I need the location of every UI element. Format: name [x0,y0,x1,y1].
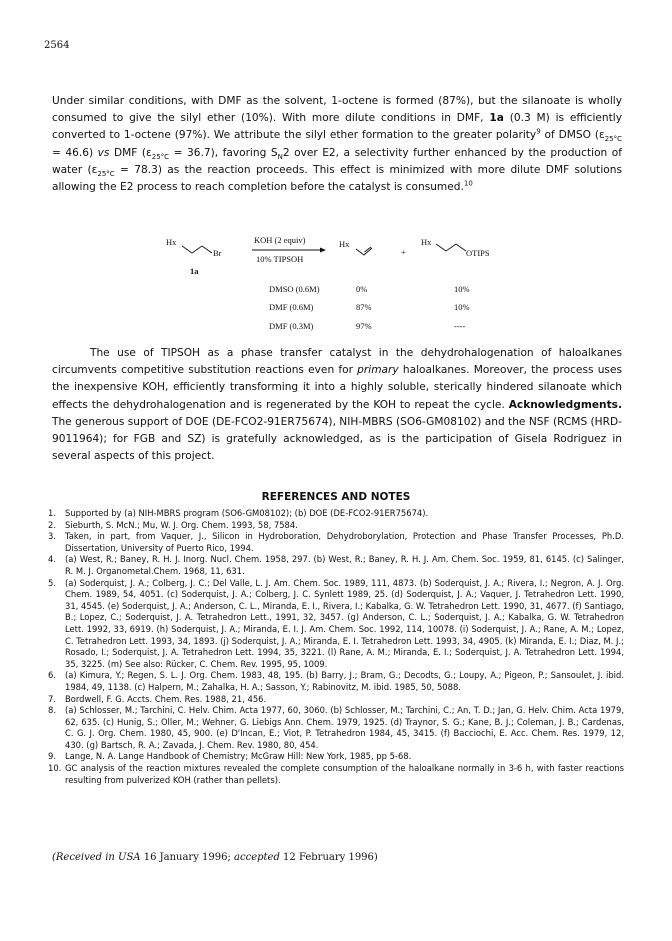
reference-text: Taken, in part, from Vaquer, J., Silicon in Hydroboration, Dehydroborylation, Protection and Phase Transfer Processes, Ph.D. Dissertation, University of Puerto Rico, 1994. [65,531,624,553]
reference-text: (a) Soderquist, J. A.; Colberg, J. C.; Del Valle, L. J. Am. Chem. Soc. 1989, 111, 4873. (b) Soderquist, J. A.; Rivera, I.; Negron, A. J. Org. Chem. 1989, 54, 4051. (c) Soderquist, J. A.; Colberg, J. C. Synlett 1989, 25. (d) Soderquist, J. A.; Vaquer, J. Tetrahedron Lett. 1990, 31, 4545. (e) Soderquist, J. A.; Anderson, C. L., Miranda, E. I., Rivera, I.; Kabalka, G. W. Tetrahedron Lett. 1990, 31, 4677. (f) Santiago, B.; Lopez, C.; Soderquist, J. A. Tetrahedron Lett., 1991, 32, 3457. (g) Anderson, C. L.; Soderquist, J. A.; Kabalka, G. W. Tetrahedron Lett. 1992, 33, 6919. (h) Soderquist, J. A.; Miranda, E. I. J. Am. Chem. Soc. 1992, 114, 10078. (i) Soderquist, J. A.; Rane, A. M.; Lopez, C. Tetrahedron Lett. 1993, 34, 1893. (j) Soderquist, J. A.; Miranda, E. I. Tetrahedron Lett. 1993, 34, 4905. (k) Miranda, E. I.; Diaz, M. J.; Rosado, I.; Soderquist, J. A. Tetrahedron Lett. 1994, 35, 3221. (l) Rane, A. M.; Miranda, E. I.; Soderquist, J. A. Tetrahedron Lett. 1994, 35, 3225. (m) See also: Rücker, C. Chem. Rev. 1995, 95, 1009. [65,577,624,669]
yield-alkene-row-3: 97% [356,321,372,331]
reference-text: Lange, N. A. Lange Handbook of Chemistry; McGraw Hill: New York, 1985, pp 5-68. [65,751,412,762]
reference-text: (a) Kimura, Y.; Regen, S. L. J. Org. Chem. 1983, 48, 195. (b) Barry, J.; Bram, G.; Decodts, G.; Loupy, A.; Pigeon, P.; Sansoulet, J. ibid. 1984, 49, 1138. (c) Halpern, M.; Zahalka, H. A.; Sasson, Y.; Rabinovitz, M. ibid. 1985, 50, 5088. [65,670,624,692]
reference-item [48,670,624,693]
alkene-chain [356,248,372,255]
reference-number: 7. [48,693,56,704]
references-heading: REFERENCES AND NOTES [261,491,411,503]
silyl-ether-chain [436,244,466,251]
reactant-hx: Hx [166,237,177,247]
reference-item [48,519,624,532]
reference-item [48,531,624,554]
reference-item [48,508,624,520]
conclusion-text-1: The use of TIPSOH as a phase transfer catalyst in the dehydrohalogenation of haloalkanes circumvents competitive substitution reactions even for [52,347,622,377]
received-date: 16 January 1996; [140,852,235,863]
paragraph-conclusion [52,345,622,465]
reference-text: Bordwell, F. G. Accts. Chem. Res. 1988, 21, 456. [65,693,267,704]
acknowledgments-heading: Acknowledgments. [508,398,622,411]
scheme-drawing [0,228,672,340]
yield-alkene-row-2: 87% [356,302,372,312]
reactant-chain [182,246,212,253]
reference-text: (a) West, R.; Baney, R. H. J. Inorg. Nucl. Chem. 1958, 297. (b) West, R.; Baney, R. H. J. Am. Chem. Soc. 1959, 81, 6145. (c) Salinger, R. M. J. Organometal.Chem. 1968, 11, 631. [65,554,624,576]
conclusion-text-2: haloalkanes. Moreover, the process uses the inexpensive KOH, efficiently transforming it into a highly soluble, sterically hindered silanoate which effects the dehydrohalogenation and is regenerated by the KOH to repeat the cycle. [52,364,622,411]
condition-row-3: DMF (0.3M) [269,321,314,331]
arrow-head [320,248,326,253]
product2-hx: Hx [421,237,432,247]
reagent-top: KOH (2 equiv) [254,235,306,245]
reference-item [48,577,624,671]
reference-item [48,693,624,706]
reference-number: 5. [48,577,56,588]
reagent-bottom: 10% TIPSOH [256,254,304,264]
reference-item [48,751,624,763]
received-prefix: (Received in USA [52,852,141,863]
received-note [52,852,378,863]
yield-alkene-row-1: 0% [356,284,368,294]
reactant-br: Br [213,248,222,258]
accepted-label: accepted [234,852,280,863]
condition-row-1: DMSO (0.6M) [269,284,320,294]
plus-sign: + [401,247,406,257]
reference-number: 10. [48,763,62,774]
reference-item [48,554,624,577]
product1-hx: Hx [339,239,350,249]
reference-item [48,763,624,786]
reference-text: Sieburth, S. McN.; Mu, W. J. Org. Chem. 1993, 58, 7584. [65,519,298,530]
yield-ether-row-2: 10% [454,302,470,312]
yield-ether-row-3: ---- [454,321,466,331]
reference-text: Supported by (a) NIH-MBRS program (SO6-GM08102); (b) DOE (DE-FCO2-91ER75674). [65,508,429,518]
condition-row-2: DMF (0.6M) [269,302,314,312]
reference-item [48,705,624,751]
accepted-date: 12 February 1996) [279,852,378,863]
reference-number: 6. [48,670,56,681]
reference-number: 1. [48,508,56,518]
reference-number: 3. [48,531,56,542]
reference-text: GC analysis of the reaction mixtures revealed the complete consumption of the haloalkane normally in 3-6 h, with faster reactions resulting from pulverized KOH (rather than pellets). [65,763,624,785]
reactant-label: 1a [190,266,199,276]
reference-text: (a) Schlosser, M.; Tarchini, C. Helv. Chim. Acta 1977, 60, 3060. (b) Schlosser, M.; Tarchini, C.; An, T. D.; Jan, G. Helv. Chim. Acta 1979, 62, 635. (c) Hunig, S.; Oller, M.; Wehner, G. Liebigs Ann. Chem. 1979, 1925. (d) Traynor, S. G.; Kane, B. J.; Coleman, J. B.; Cardenas, C. G. J. Org. Chem. 1980, 45, 900. (e) D'Incan, E.; Viot, P. Tetrahedron 1984, 45, 3415. (f) Bacciochi, E. Acc. Chem. Res. 1979, 12, 430. (g) Bartsch, R. A.; Zavada, J. Chem. Rev. 1980, 80, 454. [65,705,624,750]
acknowledgments-text: The generous support of DOE (DE-FCO2-91ER75674), NIH-MBRS (SO6-GM08102) and the NSF (RCMS (HRD-9011964); for FGB and SZ) is gratefully acknowledged, as is the participation of Gisela Rodriguez in several aspects of this project. [52,415,622,463]
product2-otips: OTIPS [466,248,490,258]
reference-number: 9. [48,751,56,762]
page-number: 2564 [44,40,70,51]
paragraph-results: Under similar conditions, with DMF as the solvent, 1-octene is formed (87%), but the silanoate is wholly consumed to give the silyl ether (10%). With more dilute conditions in DMF, 1a (0.3 M) is efficiently converted to 1-octene (97%). We attribute the silyl ether formation to the greater polarity$^9$ of DMSO $(\varepsilon_{25^\circ C} = 46.6)$ vs DMF $(\varepsilon_{25^\circ C} = 36.7)$, favoring $S_N2$ over E2, a selectivity further enhanced by the production of water $(\varepsilon_{25^\circ C} = 78.3)$ as the reaction proceeds. This effect is minimized with more dilute DMF solutions allowing the E2 process to reach completion before the catalyst is consumed.$^{10}$ [52,95,622,194]
conclusion-emphasis: primary [357,364,399,377]
reaction-scheme [0,228,672,340]
reference-number: 4. [48,554,56,565]
reference-number: 2. [48,519,56,530]
reference-number: 8. [48,705,56,716]
yield-ether-row-1: 10% [454,284,470,294]
reference-list [48,508,624,786]
